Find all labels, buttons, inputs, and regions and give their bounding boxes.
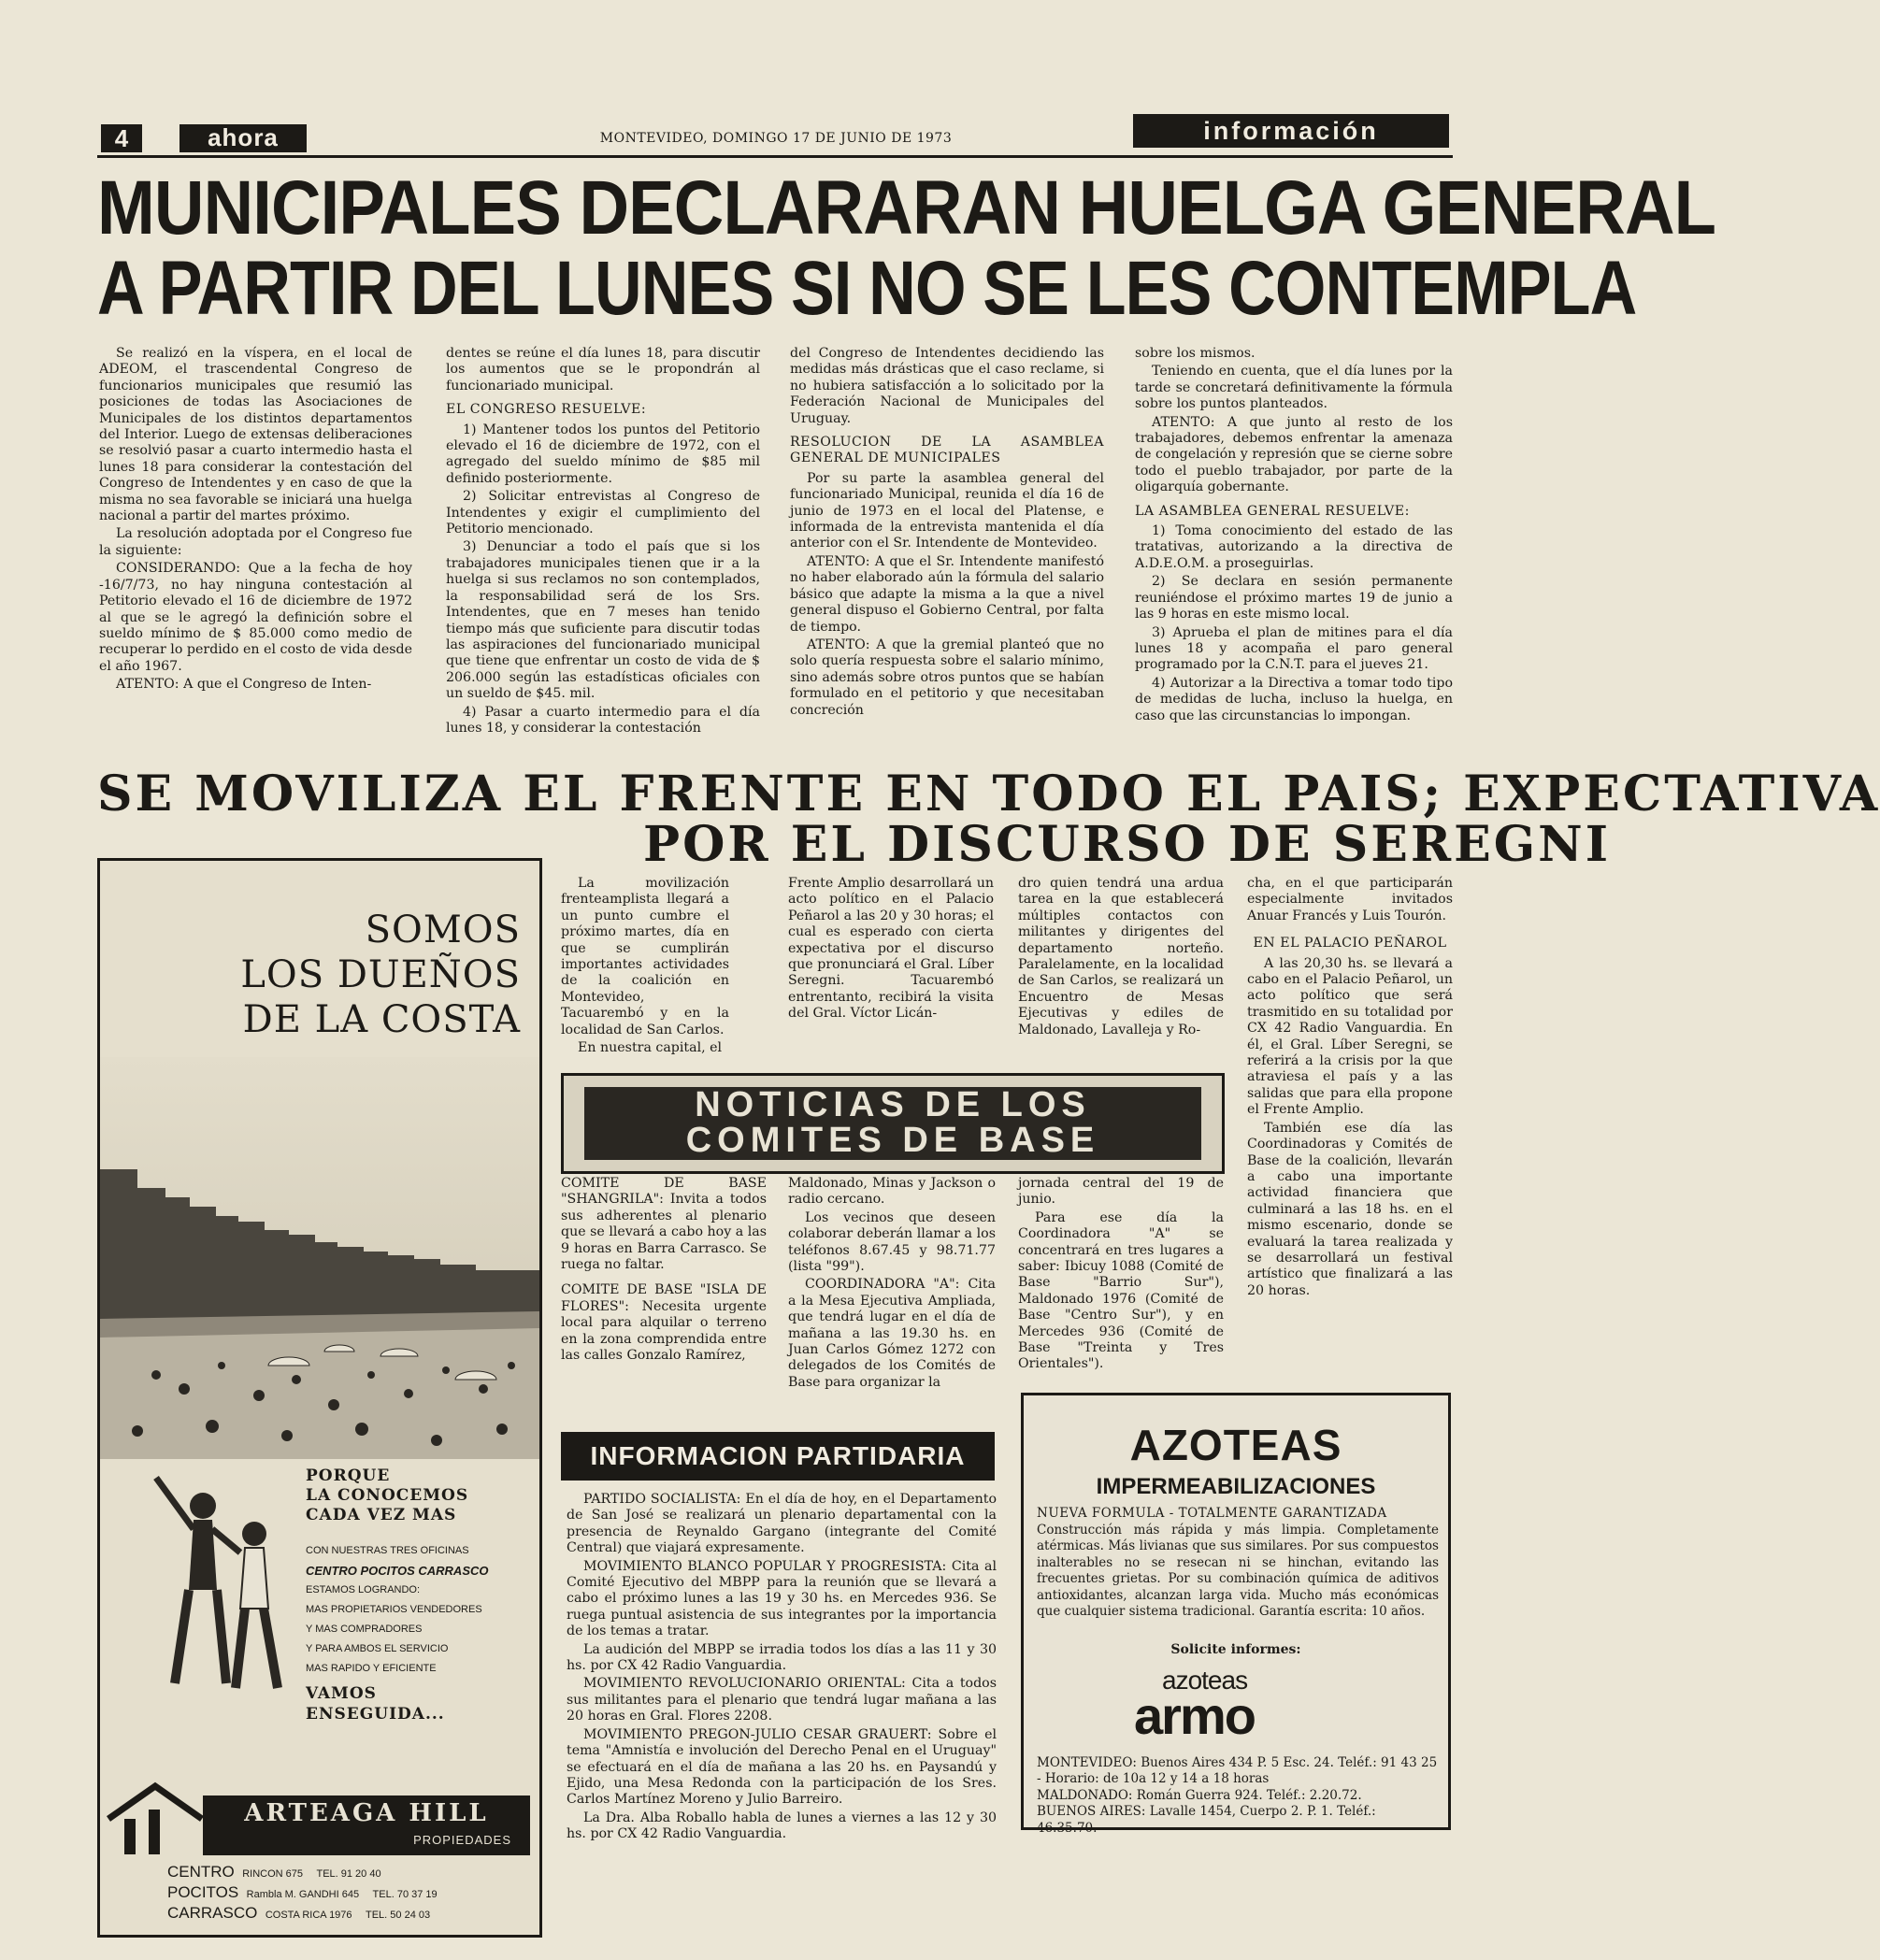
story1-column-2: [446, 346, 760, 738]
paragraph: ATENTO: A que junto al resto de los trabajadores, debemos enfrentar la amenaza de congelación y represión que se cierne sobre todo el pueblo trabajador, por parte de la oligarquía gobernante.: [1135, 414, 1453, 495]
headline-line: DE LA COSTA: [242, 998, 521, 1041]
logo-big-text: armo: [1134, 1686, 1255, 1745]
paragraph: 2) Solicitar entrevistas al Congreso de Intendentes y exigir el cumplimiento del Petitorio mencionado.: [446, 489, 760, 537]
ad-costa-cta: [306, 1683, 445, 1724]
paragraph: MOVIMIENTO BLANCO POPULAR Y PROGRESISTA: Cita al Comité Ejecutivo del MBPP para la reunión que se llevará a cabo el próximo lunes a las 19 y 30 hs. en Mercedes 936. Se ruega puntual asistencia de sus integrantes por la importancia de los temas a tratar.: [567, 1558, 997, 1639]
azoteas-body: Construcción más rápida y más limpia. Completamente atérmicas. Más livianas que sus similares. Por sus compuestos inalterables no se resecan ni se hinchan, evitando las frecuentes grietas. Por su combinación química de aditivos antioxidantes, alcanzan larga vida. Mucho más económicas que cualquier sistema tradicional. Garantía escrita: 10 años.: [1037, 1523, 1439, 1620]
office-address: RINCON 675: [242, 1868, 304, 1880]
story1-column-4: [1135, 346, 1453, 726]
paragraph: dentes se reúne el día lunes 18, para discutir los aumentos que se le propondrán al funcionariado municipal.: [446, 346, 760, 393]
tagline-line: CADA VEZ MAS: [306, 1506, 457, 1524]
office-row: [167, 1863, 523, 1883]
masthead-rule: [97, 155, 1453, 158]
paragraph: MOVIMIENTO PREGON-JULIO CESAR GRAUERT: Sobre el tema "Amnistía e involución del Derecho Penal en el Uruguay" se efectuará en el día de mañana a las 20 hs. en Paysandú y Ejido, una Mesa Redonda con la participación de los Sres. Carlos Martínez Moreno y Julio Barreiro.: [567, 1726, 997, 1808]
page-number-box: 4: [101, 124, 142, 152]
beach-photo: [100, 1057, 539, 1459]
paragraph: 3) Denunciar a todo el país que si los trabajadores municipales tienen que ir a la huelga si sus reclamos no son contemplados, la responsabilidad será de los Srs. Intendentes, que en 7 meses han tenido tiempo más que suficiente para discutir todas las aspiraciones del funcionariado municipal que tiene que enfrentar un costo de vida de $ 206.000 según las estadísticas oficiales con un sueldo de $45. mil.: [446, 539, 760, 702]
body-line: CON NUESTRAS TRES OFICINAS: [306, 1545, 469, 1556]
paragraph: 4) Autorizar a la Directiva a tomar todo tipo de medidas de lucha, incluso la huelga, en caso que las circunstancias lo impongan.: [1135, 675, 1453, 723]
office-name: CENTRO: [167, 1863, 235, 1881]
tagline-line: LA CONOCEMOS: [306, 1486, 469, 1505]
brand-name: ARTEAGA HILL: [244, 1799, 489, 1827]
azoteas-informes: Solicite informes:: [1170, 1642, 1301, 1657]
paragraph: ATENTO: A que el Congreso de Inten-: [116, 677, 372, 693]
office-name: CARRASCO: [167, 1904, 258, 1922]
ad-costa-tagline: [306, 1466, 468, 1525]
office-row: [167, 1904, 523, 1924]
ad-costa-offices: [167, 1863, 523, 1924]
contact-line: MONTEVIDEO: Buenos Aires 434 P. 5 Esc. 24. Teléf.: 91 43 25 - Horario: de 10a 12 y 14 a 18 horas: [1037, 1755, 1438, 1787]
paragraph: Frente Amplio desarrollará un acto político en el Palacio Peñarol a las 20 y 30 horas; el cual es esperado con cierta expectativa por el discurso que pronunciará el Gral. Líber Seregni. Tacuarembó entrentanto, recibirá la visita del Gral. Víctor Licán-: [788, 876, 994, 1022]
story2-column-4: [1247, 876, 1453, 1301]
paragraph: Los vecinos que deseen colaborar deberán llamar a los teléfonos 8.67.45 y 98.71.77 (lista "99").: [788, 1209, 996, 1275]
paragraph: CONSIDERANDO: Que a la fecha de hoy -16/7/73, no hay ninguna contestación al Petitorio elevado el 16 de diciembre de 1972 al que se le agregó la definición sobre el sueldo mínimo de $ 85.000 como medio de recuperar lo perdido en el costo de vida desde el año 1967.: [99, 561, 412, 674]
section-heading: RESOLUCION DE LA ASAMBLEA GENERAL DE MUNICIPALES: [790, 435, 1104, 466]
headline-line-1: MUNICIPALES DECLARARAN HUELGA GENERAL: [97, 165, 1716, 250]
paragraph: COORDINADORA "A": Cita a la Mesa Ejecutiva Ampliada, que tendrá lugar en el día de mañana a las 19.30 hs. en Juan Carlos Gómez 1272 con delegados de los Comités de Base para organizar la: [788, 1277, 996, 1390]
story1-column-1: [99, 346, 412, 695]
banner-line: COMITES DE BASE: [685, 1121, 1100, 1160]
section-heading: LA ASAMBLEA GENERAL RESUELVE:: [1135, 503, 1410, 519]
paragraph: La resolución adoptada por el Congreso fue la siguiente:: [99, 526, 412, 558]
section-label: información: [1133, 114, 1449, 148]
paragraph: sobre los mismos.: [1135, 346, 1256, 361]
paragraph: 3) Aprueba el plan de mitines para el día lunes 18 y acompaña el paro general programado por la C.N.T. para el jueves 21.: [1135, 624, 1453, 673]
paragraph: 1) Mantener todos los puntos del Petitorio elevado el 16 de diciembre de 1972, con el agregado del sueldo mínimo de $85 mil definido posteriormente.: [446, 422, 760, 486]
azoteas-contacts: [1037, 1755, 1439, 1837]
office-phone: TEL. 50 24 03: [366, 1910, 431, 1921]
noticias-column-1: [561, 1176, 767, 1366]
paragraph: MOVIMIENTO REVOLUCIONARIO ORIENTAL: Cita a todos sus militantes para el plenario que tendrá lugar mañana a las 20 horas en Gral. Flores 2208.: [567, 1676, 997, 1724]
tagline-line: PORQUE: [306, 1466, 391, 1485]
dateline: MONTEVIDEO, DOMINGO 17 DE JUNIO DE 1973: [599, 131, 953, 146]
headline-2-line-2: POR EL DISCURSO DE SEREGNI: [643, 816, 1612, 873]
office-phone: TEL. 91 20 40: [316, 1868, 381, 1880]
brand-sub: PROPIEDADES: [413, 1833, 511, 1847]
ad-costa-headline: [156, 908, 521, 1042]
paragraph: COMITE DE BASE "SHANGRILA": Invita a todos sus adherentes al plenario que se llevará a cabo hoy a las 9 horas en Barra Carrasco. Se ruega no faltar.: [561, 1176, 767, 1273]
paragraph: Se realizó en la víspera, en el local de ADEOM, el trascendental Congreso de funcionarios municipales que resumió las posiciones de todas las Asociaciones de Municipales de los distintos departamentos del Interior. Luego de extensas deliberaciones se resolvió pasar a cuarto intermedio hasta el lunes 18 para considerar la contestación del Congreso de Intendentes y en caso de que la misma no sea favorable se iniciará una huelga nacional a partir del martes próximo.: [99, 346, 412, 524]
paragraph: Por su parte la asamblea general del funcionariado Municipal, reunida el día 16 de junio de 1973 en el local del Platense, e informada de la entrevista mantenida el día anterior con el Sr. Intendente de Montevideo.: [790, 470, 1104, 551]
paragraph: Maldonado, Minas y Jackson o radio cercano.: [788, 1176, 996, 1208]
body-line: Y PARA AMBOS EL SERVICIO: [306, 1643, 449, 1654]
paragraph: La movilización frenteamplista llegará a un punto cumbre el próximo martes, día en que se cumplirán importantes actividades de la coalición en Montevideo, Tacuarembó y en la localidad de San Carlos.: [561, 876, 729, 1037]
paragraph: 1) Toma conocimiento del estado de las tratativas, autorizando a la directiva de A.D.E.O.M. a proseguirlas.: [1135, 523, 1453, 571]
section-heading: EN EL PALACIO PEÑAROL: [1253, 936, 1447, 951]
ad-costa: [97, 858, 542, 1938]
body-line: Y MAS COMPRADORES: [306, 1624, 423, 1635]
body-line: MAS PROPIETARIOS VENDEDORES: [306, 1604, 482, 1615]
partidaria-column: [567, 1492, 997, 1845]
azoteas-logo: [1134, 1666, 1349, 1745]
ad-azoteas: [1021, 1393, 1451, 1836]
body-line: ESTAMOS LOGRANDO:: [306, 1584, 421, 1595]
paragraph: jornada central del 19 de junio.: [1018, 1176, 1224, 1208]
body-line: CENTRO POCITOS CARRASCO: [306, 1564, 489, 1578]
paragraph: ATENTO: A que el Sr. Intendente manifestó no haber elaborado aún la fórmula del salario básico que adapte la misma a la que a nivel general dispuso el Gobierno Central, por falta de tiempo.: [790, 553, 1104, 635]
headline-2-line-1: SE MOVILIZA EL FRENTE EN TODO EL PAIS; EXPECTATIVA: [97, 765, 1880, 823]
paragraph: del Congreso de Intendentes decidiendo las medidas más drásticas que el caso reclame, si no hubiera satisfacción a lo solicitado por la Federación Nacional de Municipales del Uruguay.: [790, 346, 1104, 426]
paragraph: COMITE DE BASE "ISLA DE FLORES": Necesita urgente local para alquilar o terreno en la zona comprendida entre las calles Gonzalo Ramírez,: [561, 1282, 767, 1364]
headline-line: SOMOS: [365, 908, 521, 951]
noticias-banner-inner: [584, 1087, 1201, 1160]
office-name: POCITOS: [167, 1883, 239, 1901]
paragraph: La audición del MBPP se irradia todos los días a las 11 y 30 hs. por CX 42 Radio Vanguardia.: [567, 1641, 997, 1674]
office-row: [167, 1883, 523, 1904]
noticias-column-3: [1018, 1176, 1224, 1375]
azoteas-subtitle: IMPERMEABILIZACIONES: [1096, 1474, 1376, 1499]
banner-line: NOTICIAS DE LOS: [695, 1085, 1091, 1124]
contact-line: MALDONADO: Román Guerra 924. Teléf.: 2.20.72.: [1037, 1787, 1362, 1803]
noticias-column-2: [788, 1176, 996, 1393]
ad-costa-body: [306, 1541, 489, 1679]
paragraph: 4) Pasar a cuarto intermedio para el día lunes 18, y considerar la contestación: [446, 704, 760, 736]
paragraph: ATENTO: A que la gremial planteó que no solo quería respuesta sobre el salario mínimo, sino además sobre otros puntos que se habían formulado en el petitorio y que necesitaban concreción: [790, 637, 1104, 718]
paragraph: A las 20,30 hs. se llevará a cabo en el Palacio Peñarol, un acto político que será trasmitido en su totalidad por CX 42 Radio Vanguardia. En él, el Gral. Líber Seregni, se referirá a la crisis por la que atraviesa el país y a las salidas que para ella propone el Frente Amplio.: [1247, 955, 1453, 1118]
story2-column-3: [1018, 876, 1224, 1040]
headline-line: LOS DUEÑOS: [240, 953, 521, 996]
paper-name-logo: ahora: [179, 124, 307, 152]
paragraph: En nuestra capital, el: [578, 1040, 723, 1056]
cta-line: VAMOS: [306, 1684, 377, 1703]
section-heading: EL CONGRESO RESUELVE:: [446, 402, 647, 418]
logo-small-text: azoteas: [1162, 1666, 1248, 1695]
office-address: COSTA RICA 1976: [265, 1910, 352, 1921]
cta-line: ENSEGUIDA...: [306, 1705, 445, 1724]
office-phone: TEL. 70 37 19: [372, 1889, 438, 1900]
paragraph: Teniendo en cuenta, que el día lunes por la tarde se concretará definitivamente la fórmula sobre los puntos planteados.: [1135, 364, 1453, 412]
story2-column-2: [788, 876, 994, 1024]
paragraph: PARTIDO SOCIALISTA: En el día de hoy, en el Departamento de San José se realizará un plenario departamental con la presencia de Reynaldo Gargano (integrante del Comité Central) que viajará expresamente.: [567, 1492, 997, 1556]
paragraph: También ese día las Coordinadoras y Comités de Base de la coalición, llevarán a cabo una importante actividad financiera que culminará a las 18 hs. en el mismo escenario, donde se evaluará la tarea realizada y se desarrollará un festival artístico que finalizará a las 20 horas.: [1247, 1120, 1453, 1298]
story1-column-3: [790, 346, 1104, 721]
paragraph: dro quien tendrá una ardua tarea en la que establecerá múltiples contactos con militantes y dirigentes del departamento norteño. Paralelamente, en la localidad de San Carlos, se realizará un Encuentro de Mesas Ejecutivas y ediles de Maldonado, Lavalleja y Ro-: [1018, 876, 1224, 1037]
house-logo-icon: [104, 1781, 207, 1856]
dancing-couple-illustration: [137, 1468, 306, 1702]
story2-column-1: [561, 876, 729, 1058]
ad-costa-brand: [203, 1795, 530, 1855]
azoteas-title: AZOTEAS: [1129, 1421, 1342, 1469]
paragraph: Para ese día la Coordinadora "A" se concentrará en tres lugares a saber: Ibicuy 1088 (Comité de Base "Barrio Sur"), Maldonado 1976 (Comité de Base "Centro Sur"), y en Mercedes 936 (Comité de Base "Treinta y Tres Orientales").: [1018, 1209, 1224, 1372]
partidaria-title: INFORMACION PARTIDARIA: [561, 1432, 995, 1481]
noticias-banner: [561, 1073, 1225, 1174]
paragraph: La Dra. Alba Roballo habla de lunes a viernes a las 12 y 30 hs. por CX 42 Radio Vanguardia.: [567, 1810, 997, 1842]
body-line: MAS RAPIDO Y EFICIENTE: [306, 1663, 437, 1674]
paragraph: cha, en el que participarán especialmente invitados Anuar Francés y Luis Tourón.: [1247, 876, 1453, 923]
paragraph: 2) Se declara en sesión permanente reuniéndose el próximo martes 19 de junio a las 9 horas en este mismo local.: [1135, 574, 1453, 622]
azoteas-formula: NUEVA FORMULA - TOTALMENTE GARANTIZADA: [1037, 1506, 1387, 1521]
headline-line-2: A PARTIR DEL LUNES SI NO SE LES CONTEMPLA: [97, 246, 1637, 331]
contact-line: BUENOS AIRES: Lavalle 1454, Cuerpo 2. P. 1. Teléf.: 46.35.70.: [1037, 1804, 1376, 1836]
office-address: Rambla M. GANDHI 645: [246, 1889, 360, 1900]
